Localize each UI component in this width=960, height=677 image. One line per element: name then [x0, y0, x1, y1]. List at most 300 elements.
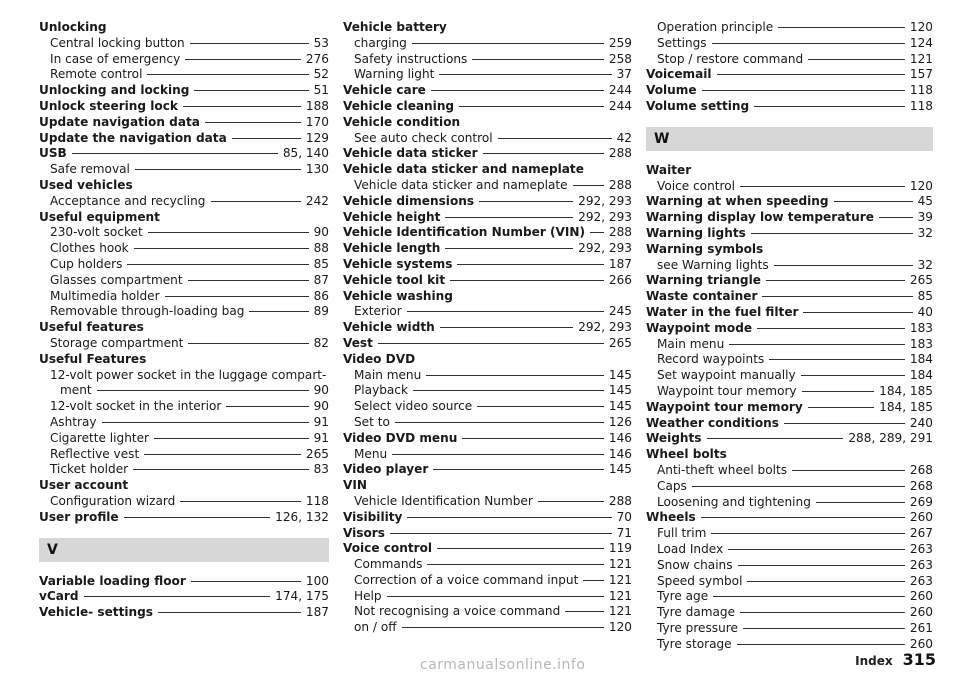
index-subentry-label: Main menu — [657, 336, 725, 351]
index-subentry-label: Loosening and tightening — [657, 494, 811, 509]
page-reference: 90 — [313, 225, 329, 240]
letter-heading: V — [39, 538, 329, 562]
index-subentry-label: Main menu — [354, 367, 422, 382]
leader-line — [445, 217, 573, 218]
page-reference: 268 — [909, 462, 933, 477]
index-entry-label: Warning lights — [646, 225, 746, 240]
leader-line — [124, 517, 271, 518]
leader-line — [701, 517, 905, 518]
page-reference: 126, 132 — [275, 509, 329, 524]
leader-line — [390, 533, 612, 534]
index-entry — [343, 541, 632, 557]
index-subentry-label: Ashtray — [50, 414, 97, 429]
page-reference: 260 — [909, 636, 933, 651]
leader-line — [573, 185, 604, 186]
index-subentry-label: Central locking button — [50, 35, 185, 50]
index-entry — [39, 146, 329, 162]
page-reference: 40 — [917, 304, 933, 319]
index-entry — [343, 225, 632, 241]
page-reference: 245 — [608, 304, 632, 319]
leader-line — [774, 265, 913, 266]
leader-line — [754, 106, 905, 107]
page-reference: 288 — [608, 146, 632, 161]
page-reference: 100 — [305, 573, 329, 588]
index-subentry — [343, 620, 632, 636]
index-subentry-label: Set waypoint manually — [657, 368, 796, 383]
letter-heading: W — [646, 127, 933, 151]
index-subentry-label: Vehicle Identification Number — [354, 493, 533, 508]
page-reference: 184, 185 — [879, 399, 933, 414]
index-subentry — [39, 399, 329, 415]
index-subentry — [39, 162, 329, 178]
leader-line — [450, 280, 604, 281]
index-entry-label: Vehicle width — [343, 320, 435, 335]
page-reference: 121 — [909, 51, 933, 66]
index-subentry — [343, 604, 632, 620]
leader-line — [135, 169, 301, 170]
page-reference: 121 — [608, 604, 632, 619]
leader-line — [445, 248, 573, 249]
index-entry-label: Weather conditions — [646, 415, 779, 430]
page-reference: 126 — [608, 414, 632, 429]
page-reference: 184 — [909, 368, 933, 383]
leader-line — [457, 264, 603, 265]
index-subentry-label: Removable through-loading bag — [50, 304, 245, 319]
index-heading: Wheel bolts — [646, 447, 727, 462]
leader-line — [801, 375, 905, 376]
index-subentry-label: Tyre storage — [657, 636, 732, 651]
index-entry-label: Waypoint mode — [646, 320, 753, 335]
index-subentry-label: Playback — [354, 383, 408, 398]
page-reference: 85 — [917, 289, 933, 304]
page-reference: 261 — [909, 620, 933, 635]
index-entry — [343, 257, 632, 273]
index-column-3 — [646, 20, 933, 652]
page-reference: 174, 175 — [275, 589, 329, 604]
leader-line — [717, 74, 905, 75]
index-entry-label: Vehicle data sticker — [343, 146, 478, 161]
index-subentry-label: Voice control — [657, 178, 735, 193]
page-reference: 263 — [909, 541, 933, 556]
index-entry-label: vCard — [39, 589, 79, 604]
page-reference: 120 — [909, 20, 933, 34]
index-subentry — [646, 574, 933, 590]
leader-line — [498, 138, 612, 139]
index-subentry-label: See auto check control — [354, 130, 493, 145]
index-subentry-label: Snow chains — [657, 557, 733, 572]
leader-line — [802, 391, 875, 392]
leader-line — [808, 407, 874, 408]
page-reference: 87 — [313, 272, 329, 287]
leader-line — [479, 201, 573, 202]
index-entry — [646, 400, 933, 416]
page-reference: 118 — [909, 83, 933, 98]
index-entry-label: Vehicle cleaning — [343, 98, 455, 113]
index-entry-label: Unlocking and locking — [39, 83, 190, 98]
leader-line — [412, 43, 604, 44]
leader-line — [462, 438, 604, 439]
index-subentry — [39, 194, 329, 210]
page-reference: 268 — [909, 478, 933, 493]
index-subentry-label: Speed symbol — [657, 573, 743, 588]
index-subentry-label: Full trim — [657, 526, 707, 541]
page-reference: 37 — [616, 67, 632, 82]
leader-line — [188, 343, 308, 344]
index-entry — [343, 210, 632, 226]
index-entry — [646, 99, 933, 115]
page-reference: 265 — [909, 273, 933, 288]
index-subentry-label: Safe removal — [50, 162, 130, 177]
index-entry-label: Vehicle care — [343, 83, 426, 98]
leader-line — [740, 612, 905, 613]
leader-line — [392, 454, 604, 455]
leader-line — [188, 280, 309, 281]
index-subentry-label: charging — [354, 35, 407, 50]
index-entry — [39, 131, 329, 147]
index-subentry — [646, 20, 933, 36]
page-reference: 53 — [313, 35, 329, 50]
leader-line — [395, 422, 604, 423]
page-reference: 145 — [608, 383, 632, 398]
index-subentry-label-continued: ment — [60, 383, 92, 398]
page-reference: 145 — [608, 367, 632, 382]
index-subentry — [646, 495, 933, 511]
leader-line — [413, 390, 604, 391]
page-reference: 118 — [305, 493, 329, 508]
leader-line — [148, 232, 309, 233]
leader-line — [751, 233, 913, 234]
page-reference: 244 — [608, 83, 632, 98]
page-reference: 70 — [616, 509, 632, 524]
index-subentry-label: Ticket holder — [50, 462, 129, 477]
index-column-2 — [343, 20, 632, 636]
index-subentry-label: Anti-theft wheel bolts — [657, 462, 788, 477]
page-reference: 85, 140 — [282, 146, 329, 161]
index-subentry-label: Multimedia holder — [50, 288, 160, 303]
index-subentry — [343, 36, 632, 52]
index-subentry — [39, 241, 329, 257]
index-entry — [343, 526, 632, 542]
index-entry — [39, 99, 329, 115]
leader-line — [439, 74, 611, 75]
page-reference: 244 — [608, 98, 632, 113]
page-reference: 288 — [608, 493, 632, 508]
index-entry-label: Water in the fuel filter — [646, 304, 799, 319]
leader-line — [211, 201, 301, 202]
leader-line — [729, 344, 905, 345]
page-reference: 90 — [313, 399, 329, 414]
index-subentry-label: Menu — [354, 446, 388, 461]
leader-line — [784, 423, 905, 424]
page-reference: 170 — [305, 114, 329, 129]
index-entry-label: Volume — [646, 83, 697, 98]
index-subentry — [343, 67, 632, 83]
leader-line — [769, 359, 905, 360]
page-reference: 276 — [305, 51, 329, 66]
page-reference: 242 — [305, 193, 329, 208]
page-reference: 265 — [305, 446, 329, 461]
index-subentry — [646, 542, 933, 558]
index-subentry — [343, 447, 632, 463]
page-reference: 263 — [909, 557, 933, 572]
page-reference: 119 — [608, 541, 632, 556]
index-subentry — [39, 52, 329, 68]
leader-line — [834, 201, 913, 202]
leader-line — [728, 549, 905, 550]
index-heading: Useful Features — [39, 351, 147, 366]
leader-line — [387, 596, 604, 597]
index-subentry — [646, 605, 933, 621]
page-reference: 89 — [313, 304, 329, 319]
leader-line — [433, 469, 604, 470]
index-subentry — [343, 178, 632, 194]
index-entry-label: Weights — [646, 431, 702, 446]
index-subentry-label: Stop / restore command — [657, 51, 804, 66]
leader-line — [144, 454, 301, 455]
page-reference: 292, 293 — [578, 193, 632, 208]
index-entry — [646, 321, 933, 337]
index-subentry-label: 12-volt socket in the interior — [50, 399, 222, 414]
index-entry-label: Vehicle length — [343, 241, 441, 256]
index-subentry-label: see Warning lights — [657, 257, 769, 272]
page-reference: 292, 293 — [578, 241, 632, 256]
index-entry — [646, 510, 933, 526]
index-subentry-label: Tyre age — [657, 589, 709, 604]
index-entry-label: Visibility — [343, 509, 403, 524]
leader-line — [133, 469, 308, 470]
index-heading: Waiter — [646, 162, 692, 177]
page-reference: 184, 185 — [879, 383, 933, 398]
index-entry — [646, 194, 933, 210]
index-subentry — [39, 304, 329, 320]
leader-line — [692, 486, 905, 487]
index-subentry-label: 12-volt power socket in the luggage compart- — [50, 367, 327, 382]
index-entry-label: Waste container — [646, 289, 758, 304]
index-subentry — [646, 463, 933, 479]
leader-line — [440, 327, 573, 328]
index-entry-label: Update the navigation data — [39, 130, 227, 145]
index-entry — [343, 99, 632, 115]
index-entry — [646, 273, 933, 289]
index-subentry-label: Safety instructions — [354, 51, 468, 66]
page-footer — [855, 650, 936, 669]
index-heading: Vehicle battery — [343, 20, 447, 34]
page-reference: 121 — [608, 572, 632, 587]
index-subentry-label: Warning light — [354, 67, 435, 82]
index-entry-label: Video DVD menu — [343, 430, 458, 445]
leader-line — [743, 628, 905, 629]
index-entry — [343, 462, 632, 478]
index-subentry — [343, 589, 632, 605]
index-subentry-label: Cigarette lighter — [50, 430, 150, 445]
index-subentry — [39, 494, 329, 510]
index-subentry-label: Clothes hook — [50, 241, 129, 256]
index-entry-label: Warning triangle — [646, 273, 761, 288]
index-subentry — [646, 479, 933, 495]
page-reference: 32 — [917, 225, 933, 240]
page-reference: 288 — [608, 225, 632, 240]
page-reference: 129 — [305, 130, 329, 145]
index-entry-label: Vest — [343, 335, 373, 350]
index-entry — [646, 431, 933, 447]
leader-line — [711, 533, 905, 534]
index-subentry-label: Glasses compartment — [50, 272, 183, 287]
index-subentry — [343, 494, 632, 510]
footer-section-label: Index — [855, 654, 893, 668]
leader-line — [431, 90, 604, 91]
index-subentry — [343, 304, 632, 320]
page-reference: 288, 289, 291 — [848, 431, 933, 446]
index-subentry — [646, 368, 933, 384]
page-reference: 32 — [917, 257, 933, 272]
index-entry-label: Vehicle dimensions — [343, 193, 475, 208]
index-entry — [39, 115, 329, 131]
index-subentry — [646, 384, 933, 400]
index-subentry — [646, 258, 933, 274]
index-heading: Vehicle condition — [343, 114, 461, 129]
page-reference: 157 — [909, 67, 933, 82]
index-subentry-label: Set to — [354, 414, 390, 429]
index-heading: Useful equipment — [39, 209, 160, 224]
index-entry — [646, 210, 933, 226]
page-reference: 82 — [313, 335, 329, 350]
leader-line — [459, 106, 604, 107]
leader-line — [134, 248, 309, 249]
index-subentry — [39, 273, 329, 289]
leader-line — [803, 312, 912, 313]
leader-line — [378, 343, 604, 344]
page-reference: 258 — [608, 51, 632, 66]
index-subentry-label: Correction of a voice command input — [354, 572, 579, 587]
index-subentry — [343, 52, 632, 68]
leader-line — [183, 106, 301, 107]
page-reference: 266 — [608, 272, 632, 287]
index-subentry — [343, 573, 632, 589]
index-subentry — [39, 415, 329, 431]
index-heading: Unlocking — [39, 20, 107, 34]
index-entry-label: USB — [39, 146, 67, 161]
page-reference: 292, 293 — [578, 320, 632, 335]
index-entry-label: Video player — [343, 462, 429, 477]
index-entry — [343, 146, 632, 162]
leader-line — [713, 596, 905, 597]
leader-line — [712, 43, 905, 44]
index-entry — [343, 241, 632, 257]
page-reference: 183 — [909, 320, 933, 335]
index-subentry-label: Vehicle data sticker and nameplate — [354, 177, 568, 192]
page-reference: 260 — [909, 605, 933, 620]
index-heading: Used vehicles — [39, 177, 133, 192]
index-subentry — [39, 257, 329, 273]
index-subentry — [39, 225, 329, 241]
page-reference: 146 — [608, 446, 632, 461]
index-entry-label: Voice control — [343, 541, 433, 556]
page-reference: 269 — [909, 494, 933, 509]
leader-line — [792, 470, 905, 471]
leader-line — [185, 59, 301, 60]
leader-line — [158, 612, 301, 613]
index-subentry-label: Reflective vest — [50, 446, 140, 461]
page-reference: 146 — [608, 430, 632, 445]
index-entry — [646, 67, 933, 83]
page-reference: 130 — [305, 162, 329, 177]
index-entry — [39, 574, 329, 590]
leader-line — [747, 581, 904, 582]
index-subentry-label: Settings — [657, 35, 707, 50]
index-subentry-label: Select video source — [354, 399, 473, 414]
index-subentry-label: Not recognising a voice command — [354, 604, 561, 619]
page-reference: 83 — [313, 462, 329, 477]
page-number: 315 — [902, 650, 936, 669]
index-entry-label: Waypoint tour memory — [646, 399, 803, 414]
leader-line — [707, 438, 844, 439]
leader-line — [84, 596, 271, 597]
index-heading: User account — [39, 478, 129, 493]
page-reference: 288 — [608, 177, 632, 192]
page-reference: 120 — [909, 178, 933, 193]
index-heading: Vehicle washing — [343, 288, 453, 303]
index-subentry-label: on / off — [354, 620, 397, 635]
index-entry-label: Unlock steering lock — [39, 98, 178, 113]
index-entry-label: Vehicle systems — [343, 256, 453, 271]
leader-line — [766, 280, 905, 281]
page-reference: 187 — [608, 256, 632, 271]
watermark-text: carmanualsonline.info — [420, 657, 586, 673]
index-subentry-label: Load Index — [657, 541, 724, 556]
leader-line — [738, 565, 905, 566]
page-reference: 183 — [909, 336, 933, 351]
leader-line — [190, 43, 309, 44]
index-entry — [39, 605, 329, 621]
leader-line — [483, 153, 604, 154]
page-reference: 260 — [909, 589, 933, 604]
leader-line — [757, 328, 905, 329]
index-entry — [343, 273, 632, 289]
leader-line — [565, 611, 604, 612]
index-heading: VIN — [343, 478, 367, 493]
leader-line — [737, 644, 905, 645]
leader-line — [762, 296, 912, 297]
index-entry — [39, 83, 329, 99]
page-reference: 118 — [909, 98, 933, 113]
index-entry-label: Voicemail — [646, 67, 712, 82]
index-entry-label: Visors — [343, 525, 385, 540]
index-heading: Warning symbols — [646, 241, 764, 256]
leader-line — [740, 186, 905, 187]
index-subentry — [646, 558, 933, 574]
index-subentry-label: Commands — [354, 557, 423, 572]
index-entry-label: Volume setting — [646, 98, 750, 113]
leader-line — [402, 627, 604, 628]
index-subentry — [646, 589, 933, 605]
index-entry-label: Variable loading floor — [39, 573, 186, 588]
leader-line — [232, 138, 301, 139]
leader-line — [407, 517, 611, 518]
index-entry — [39, 589, 329, 605]
leader-line — [538, 501, 604, 502]
page-reference: 265 — [608, 335, 632, 350]
index-heading: Useful features — [39, 320, 144, 335]
index-subentry-label: Configuration wizard — [50, 493, 176, 508]
leader-line — [147, 74, 308, 75]
index-subentry — [646, 621, 933, 637]
index-subentry-label: Operation principle — [657, 20, 774, 34]
index-entry-label: Vehicle height — [343, 209, 441, 224]
leader-line — [778, 27, 905, 28]
index-subentry — [39, 336, 329, 352]
index-subentry — [39, 383, 329, 399]
index-entry — [343, 431, 632, 447]
